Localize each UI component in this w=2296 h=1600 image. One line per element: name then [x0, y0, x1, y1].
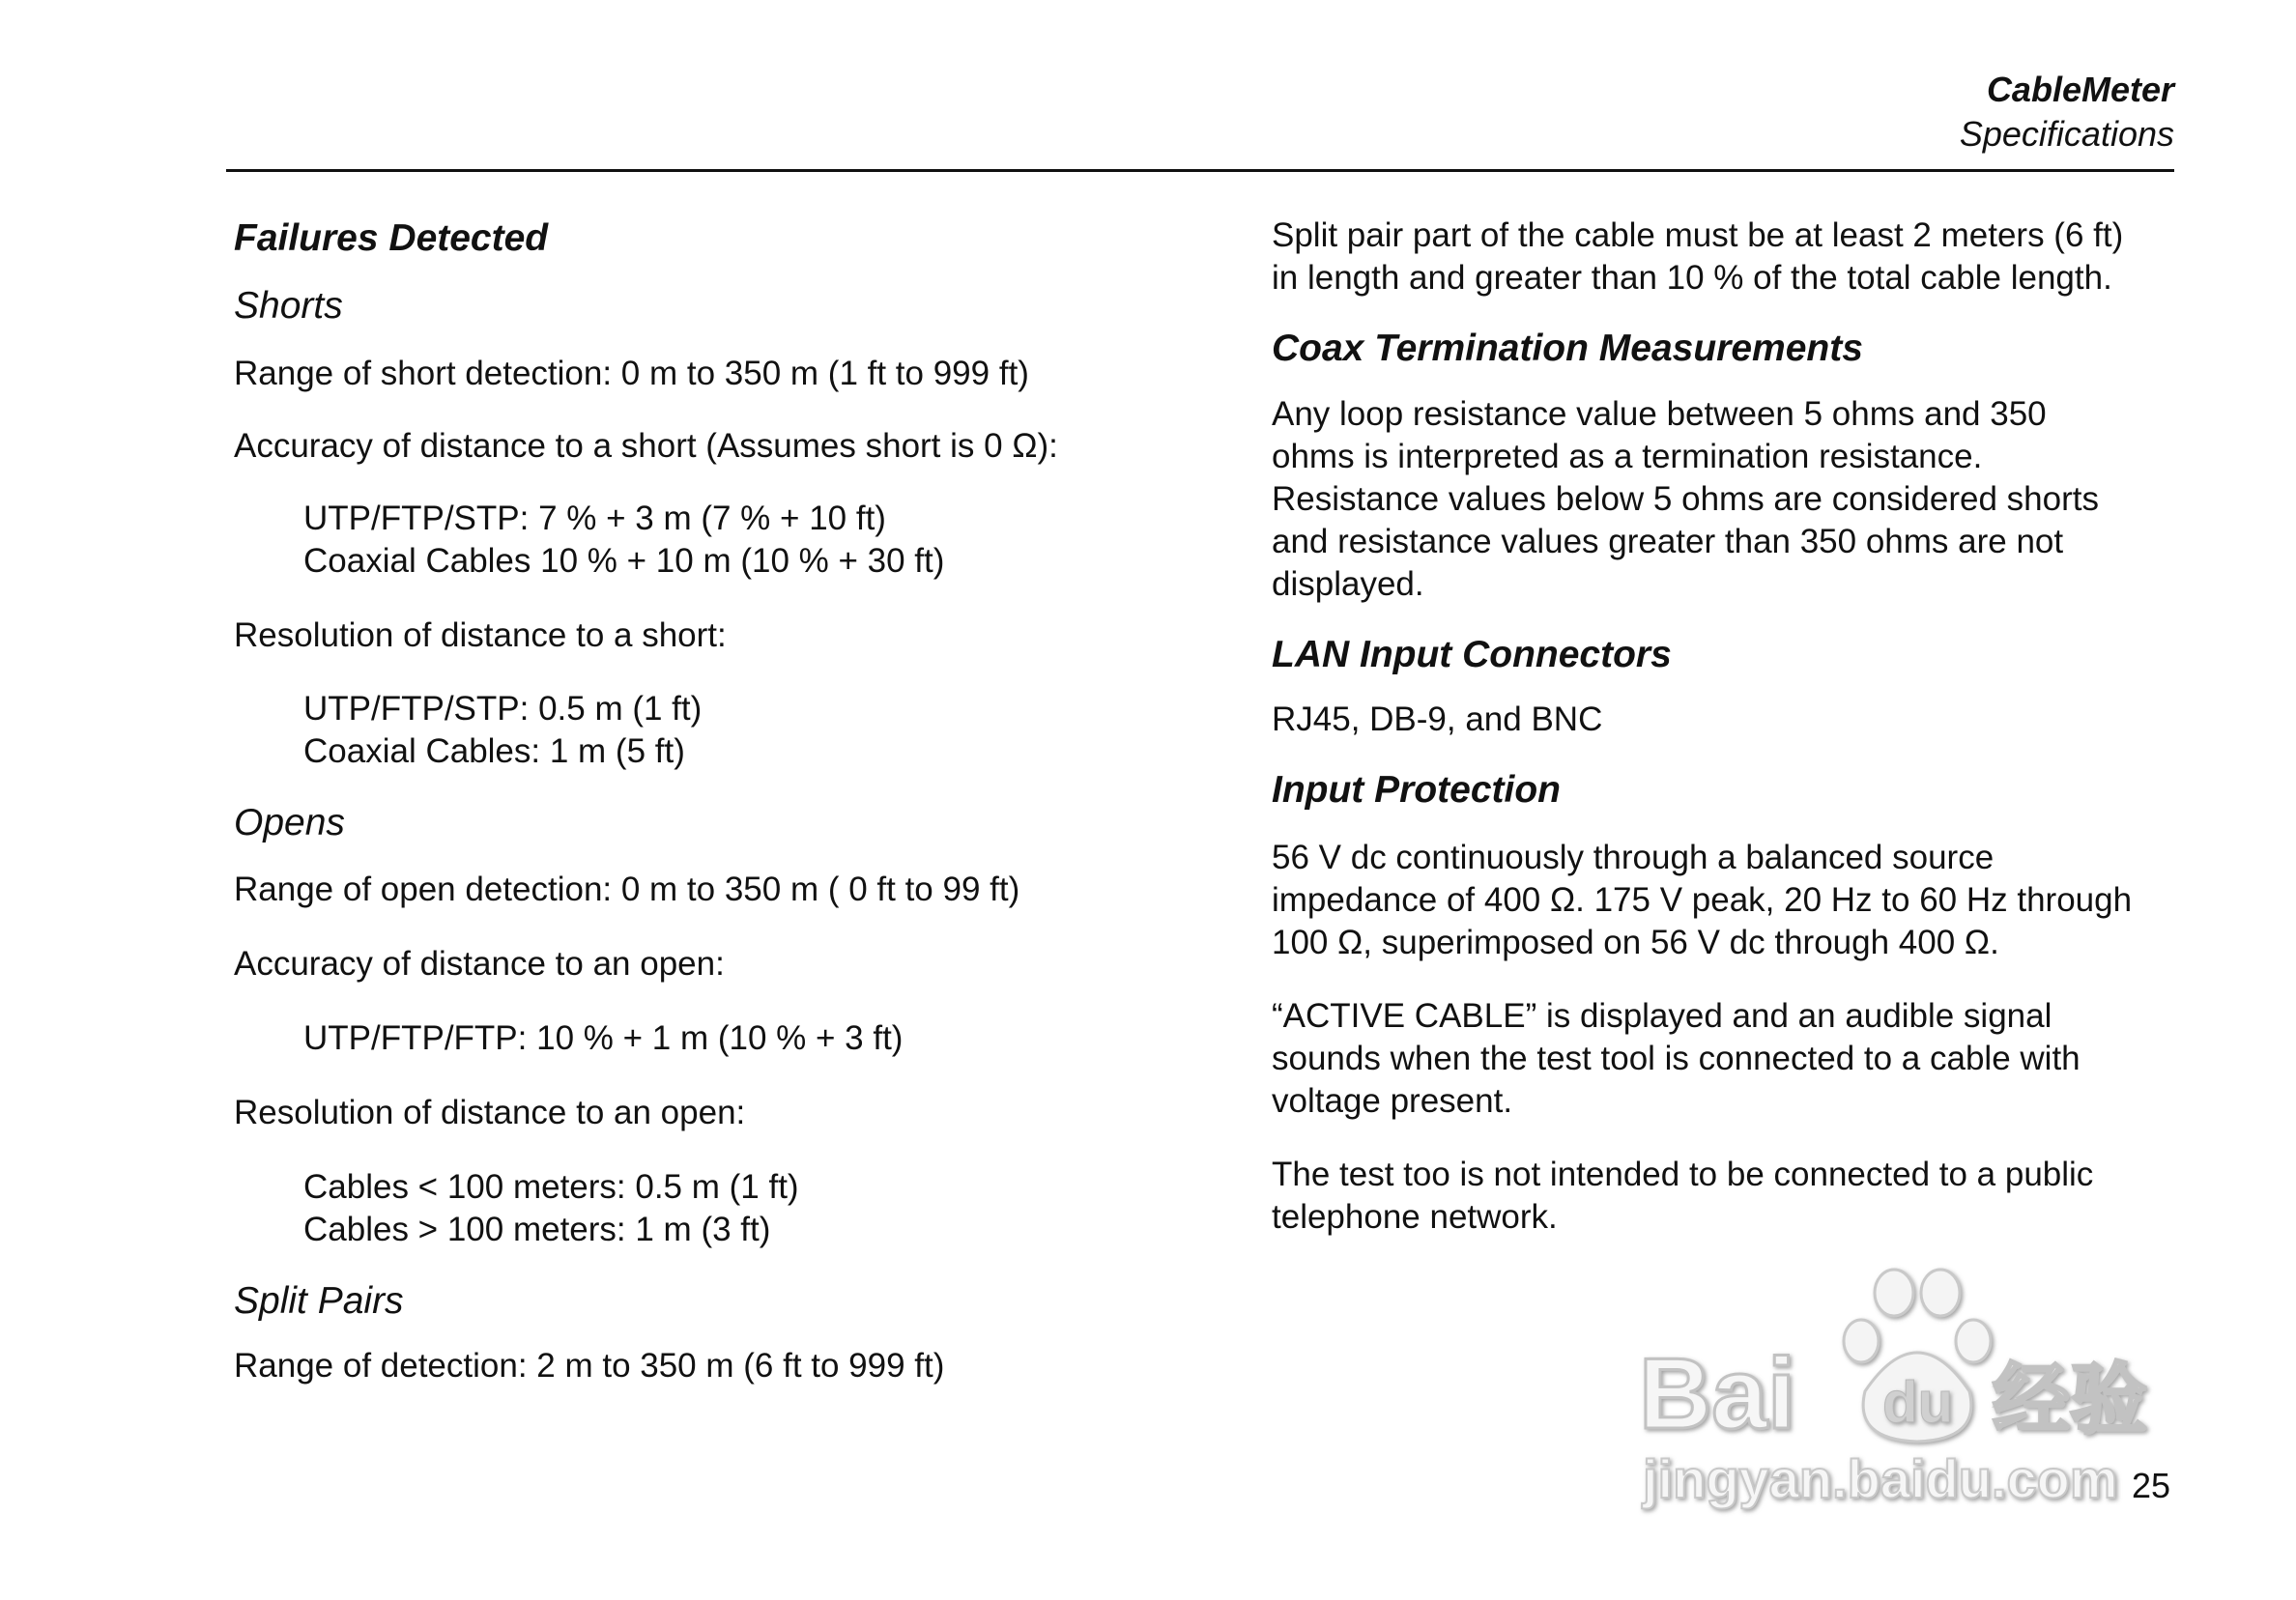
- active-cable-line-3: voltage present.: [1272, 1082, 1513, 1120]
- svg-text:du: du: [1882, 1370, 1954, 1435]
- manual-title: CableMeter: [1986, 70, 2174, 109]
- short-range-text: Range of short detection: 0 m to 350 m (1 ft to 999 ft): [234, 355, 1029, 392]
- coax-line-4: and resistance values greater than 350 ohms are not: [1272, 523, 2064, 560]
- coax-line-1: Any loop resistance value between 5 ohms and 350: [1272, 395, 2047, 433]
- split-pairs-heading: Split Pairs: [234, 1280, 404, 1322]
- network-note-line-2: telephone network.: [1272, 1198, 1558, 1236]
- header-rule: [226, 169, 2174, 172]
- short-resolution-utp: UTP/FTP/STP: 0.5 m (1 ft): [303, 690, 703, 728]
- active-cable-line-2: sounds when the test tool is connected to a cable with: [1272, 1040, 2081, 1077]
- open-resolution-lt: Cables < 100 meters: 0.5 m (1 ft): [303, 1168, 799, 1206]
- coax-line-2: ohms is interpreted as a termination resistance.: [1272, 438, 1983, 475]
- split-range-text: Range of detection: 2 m to 350 m (6 ft to 999 ft): [234, 1347, 945, 1385]
- protection-line-2: impedance of 400 Ω. 175 V peak, 20 Hz to 60 Hz through: [1272, 881, 2133, 919]
- svg-text:Bai: Bai: [1639, 1338, 1795, 1450]
- short-resolution-text: Resolution of distance to a short:: [234, 616, 727, 654]
- network-note-line-1: The test too is not intended to be connected to a public: [1272, 1156, 2094, 1193]
- open-accuracy-text: Accuracy of distance to an open:: [234, 945, 725, 983]
- split-note-line-2: in length and greater than 10 % of the total cable length.: [1272, 259, 2112, 297]
- coax-line-5: displayed.: [1272, 565, 1424, 603]
- page-number: 25: [2131, 1466, 2170, 1505]
- svg-text:经验: 经验: [1993, 1357, 2147, 1443]
- baidu-watermark-logo: [1633, 1256, 2174, 1527]
- split-note-line-1: Split pair part of the cable must be at least 2 meters (6 ft): [1272, 216, 2124, 254]
- short-accuracy-utp: UTP/FTP/STP: 7 % + 3 m (7 % + 10 ft): [303, 500, 886, 537]
- protection-line-3: 100 Ω, superimposed on 56 V dc through 400 Ω.: [1272, 924, 1999, 961]
- page-header: [1960, 68, 2174, 157]
- shorts-heading: Shorts: [234, 285, 343, 327]
- short-accuracy-text: Accuracy of distance to a short (Assumes short is 0 Ω):: [234, 427, 1058, 465]
- protection-line-1: 56 V dc continuously through a balanced source: [1272, 839, 1995, 876]
- lan-connectors-heading: LAN Input Connectors: [1272, 634, 1672, 675]
- left-column: [234, 214, 1200, 1387]
- opens-heading: Opens: [234, 802, 345, 843]
- short-accuracy-coax: Coaxial Cables 10 % + 10 m (10 % + 30 ft): [303, 542, 945, 580]
- svg-text:jingyan.baidu.com: jingyan.baidu.com: [1643, 1448, 2118, 1509]
- input-protection-heading: Input Protection: [1272, 769, 1561, 811]
- section-title: Specifications: [1959, 114, 2174, 154]
- open-range-text: Range of open detection: 0 m to 350 m ( 0 ft to 99 ft): [234, 871, 1020, 908]
- short-resolution-coax: Coaxial Cables: 1 m (5 ft): [303, 732, 685, 770]
- coax-termination-heading: Coax Termination Measurements: [1272, 328, 1863, 369]
- open-resolution-gt: Cables > 100 meters: 1 m (3 ft): [303, 1211, 771, 1248]
- right-column: [1272, 214, 2180, 1239]
- open-accuracy-utp: UTP/FTP/FTP: 10 % + 1 m (10 % + 3 ft): [303, 1019, 904, 1057]
- open-resolution-text: Resolution of distance to an open:: [234, 1094, 746, 1131]
- lan-connectors-text: RJ45, DB-9, and BNC: [1272, 700, 1603, 738]
- coax-line-3: Resistance values below 5 ohms are considered shorts: [1272, 480, 2099, 518]
- failures-detected-heading: Failures Detected: [234, 217, 549, 259]
- active-cable-line-1: “ACTIVE CABLE” is displayed and an audible signal: [1272, 997, 2052, 1035]
